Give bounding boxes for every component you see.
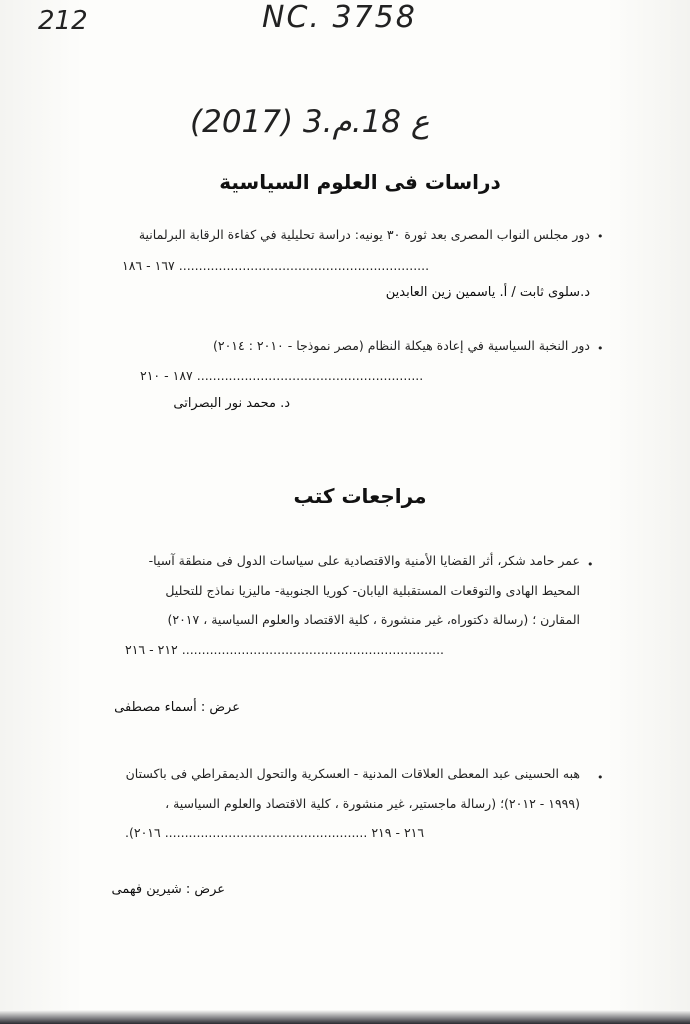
entry-pages: ٢١٢ - ٢١٦ bbox=[125, 642, 178, 657]
leader-dots: ............................................................... bbox=[178, 258, 430, 273]
entry-title-line: المحيط الهادى والتوقعات المستقبلية اليابان- كوريا الجنوبية- ماليزيا نماذج للتحليل bbox=[165, 583, 580, 598]
handwritten-reference: NC. 3758 bbox=[262, 0, 417, 35]
leader-dots: ......................................................... bbox=[196, 368, 424, 383]
entry-author: عرض : شيرين فهمى bbox=[111, 882, 225, 897]
entry-title-line: عمر حامد شكر، أثر القضايا الأمنية والاقتصادية على سياسات الدول فى منطقة آسيا- bbox=[148, 553, 580, 568]
entry-title-line: هبه الحسينى عبد المعطى العلاقات المدنية - العسكرية والتحول الديمقراطي فى باكستان bbox=[125, 766, 580, 781]
leader-dots: .................................................................. bbox=[181, 642, 445, 657]
bullet-icon: • bbox=[597, 771, 604, 784]
entry-title-line: دور مجلس النواب المصرى بعد ثورة ٣٠ يونيه: دراسة تحليلية في كفاءة الرقابة البرلمانية bbox=[138, 227, 590, 242]
bullet-icon: • bbox=[597, 342, 604, 355]
entry-pages: ١٨٧ - ٢١٠ bbox=[140, 368, 193, 383]
handwritten-page-number: 212 bbox=[38, 6, 88, 36]
entry-title-line: المقارن ؛ (رسالة دكتوراه، غير منشورة ، كلية الاقتصاد والعلوم السياسية ، ٢٠١٧) bbox=[167, 612, 580, 627]
entry-pages-line bbox=[122, 258, 429, 273]
section-heading-studies: دراسات فى العلوم السياسية bbox=[219, 170, 501, 194]
entry-pages-line bbox=[125, 642, 444, 657]
entry-author: د.سلوى ثابت / أ. ياسمين زين العابدين bbox=[385, 285, 590, 300]
entry-pages-line bbox=[125, 825, 424, 840]
entry-title-line: (١٩٩٩ - ٢٠١٢)؛ (رسالة ماجستير، غير منشورة ، كلية الاقتصاد والعلوم السياسية ، bbox=[165, 796, 580, 811]
entry-title-line: ٢٠١٦). bbox=[125, 825, 161, 840]
leader-dots: ................................................... bbox=[164, 825, 368, 840]
handwritten-date-note: (2017) 3.ع 18.م bbox=[190, 104, 430, 140]
entry-pages: ١٦٧ - ١٨٦ bbox=[122, 258, 175, 273]
bullet-icon: • bbox=[597, 230, 604, 243]
entry-pages: ٢١٦ - ٢١٩ bbox=[371, 825, 425, 840]
bullet-icon: • bbox=[587, 558, 594, 571]
page-edge-shadow bbox=[0, 1010, 690, 1024]
entry-title-line: دور النخبة السياسية في إعادة هيكلة النظام (مصر نموذجا - ٢٠١٠ : ٢٠١٤) bbox=[212, 338, 590, 353]
entry-pages-line bbox=[140, 368, 423, 383]
entry-author: عرض : أسماء مصطفى bbox=[114, 700, 240, 715]
section-heading-reviews: مراجعات كتب bbox=[293, 484, 427, 508]
entry-author: د. محمد نور البصراتى bbox=[173, 396, 290, 411]
